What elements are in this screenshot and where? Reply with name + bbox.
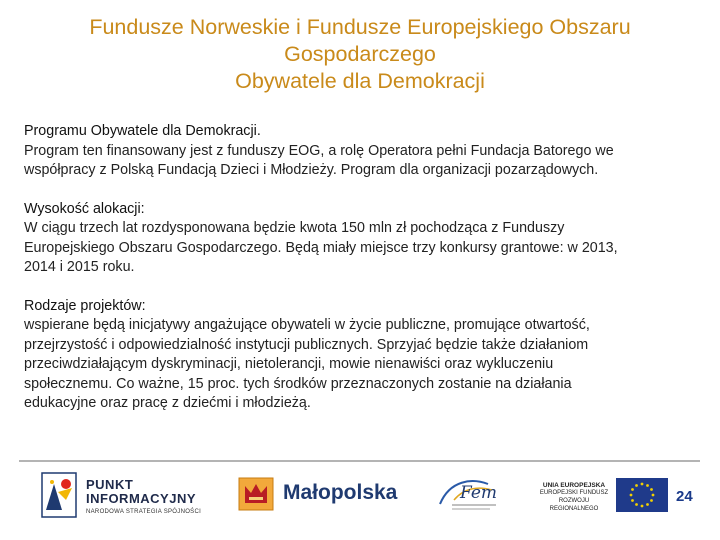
section-line: Program ten finansowany jest z funduszy EOG, a rolę Operatora pełni Fundacja Batorego we <box>24 142 614 159</box>
informacyjny-label: INFORMACYJNY <box>86 491 197 506</box>
section-line: przejrzystość i odpowiedzialność instytucji publicznych. Sprzyjać będzie także działaniom <box>24 336 589 353</box>
slide-title <box>0 14 720 95</box>
malopolska-emblem-icon <box>238 477 274 511</box>
fem-logo <box>432 474 514 516</box>
section-line: 2014 i 2015 roku. <box>24 259 135 275</box>
erdf-label: EUROPEJSKI FUNDUSZ <box>539 490 609 496</box>
eu-text <box>536 482 612 513</box>
section-line: przeciwdziałającym dyskryminacji, nietolerancji, mowie nienawiści oraz wykluczeniu <box>24 356 554 372</box>
title-line-2: Gospodarczego <box>284 42 436 66</box>
erdf-label-2: ROZWOJU REGIONALNEGO <box>549 498 599 512</box>
eu-label: UNIA EUROPEJSKA <box>542 482 606 489</box>
punkt-informacyjny-logo <box>40 470 80 520</box>
title-line-3: Obywatele dla Demokracji <box>235 69 485 93</box>
section-heading: Programu Obywatele dla Demokracji. <box>24 123 261 139</box>
section-line: W ciągu trzech lat rozdysponowana będzie kwota 150 mln zł pochodząca z Funduszy <box>24 220 565 236</box>
section-line: Europejskiego Obszaru Gospodarczego. Będą miały miejsce trzy konkursy grantowe: w 2013, <box>24 239 618 256</box>
slide-body <box>24 122 696 433</box>
punkt-label: PUNKT <box>86 477 134 492</box>
section-allocation <box>24 200 696 278</box>
section-line: wspierane będą inicjatywy angażujące obywateli w życie publiczne, promujące otwartość, <box>24 317 590 333</box>
section-line: edukacyjne oraz pracę z dziećmi i młodzieżą. <box>24 395 311 411</box>
strategy-label: NARODOWA STRATEGIA SPÓJNOŚCI <box>86 509 202 515</box>
eu-flag-icon <box>616 478 668 512</box>
section-line: społecznemu. Co ważne, 15 proc. tych środków przeznaczonych zostanie na działania <box>24 375 572 392</box>
punkt-informacyjny-text <box>86 478 201 515</box>
title-line-1: Fundusze Norweskie i Fundusze Europejskiego Obszaru <box>89 15 631 39</box>
section-heading: Wysokość alokacji: <box>24 200 145 217</box>
malopolska-wordmark: Małopolska <box>283 481 398 504</box>
section-project-types <box>24 297 696 414</box>
section-program <box>24 122 696 181</box>
section-line: współpracy z Polską Fundacją Dzieci i Młodzieży. Program dla organizacji pozarządowych. <box>24 162 599 178</box>
page-number: 24 <box>676 488 693 505</box>
section-heading: Rodzaje projektów: <box>24 297 146 314</box>
footer-divider <box>19 460 700 462</box>
svg-text:Fem: Fem <box>460 483 498 503</box>
